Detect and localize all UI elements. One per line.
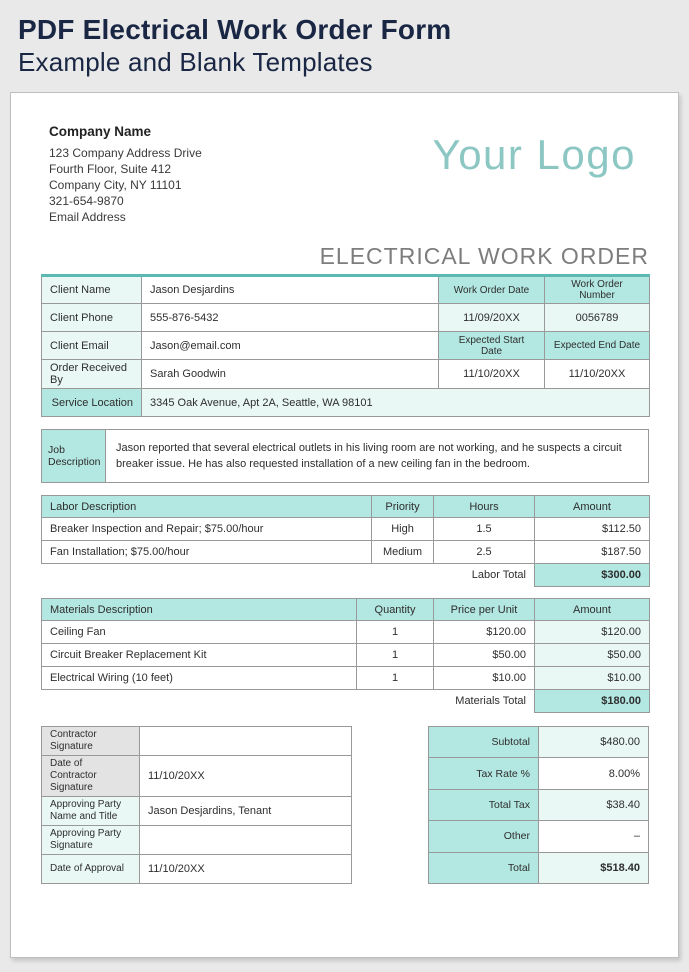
document-body xyxy=(41,243,649,884)
material-amount: $10.00 xyxy=(535,667,650,690)
other-value: – xyxy=(539,821,649,852)
material-price: $10.00 xyxy=(434,667,535,690)
company-address-line3: Company City, NY 11101 xyxy=(49,178,182,192)
client-email-label: Client Email xyxy=(42,332,142,360)
materials-amount-header: Amount xyxy=(535,599,650,621)
table-row xyxy=(42,756,352,797)
materials-quantity-header: Quantity xyxy=(357,599,434,621)
materials-price-header: Price per Unit xyxy=(434,599,535,621)
table-row xyxy=(429,727,649,758)
labor-description: Fan Installation; $75.00/hour xyxy=(42,541,372,564)
client-name-value: Jason Desjardins xyxy=(142,276,439,304)
labor-hours: 1.5 xyxy=(434,518,535,541)
date-of-contractor-signature-label: Date of Contractor Signature xyxy=(42,756,140,797)
date-of-approval-label: Date of Approval xyxy=(42,855,140,884)
table-row xyxy=(42,360,650,389)
total-tax-label: Total Tax xyxy=(429,789,539,820)
expected-start-date-value: 11/10/20XX xyxy=(439,360,545,389)
labor-header-row xyxy=(42,496,650,518)
table-row xyxy=(429,758,649,789)
tax-rate-value: 8.00% xyxy=(539,758,649,789)
material-quantity: 1 xyxy=(357,667,434,690)
labor-table xyxy=(41,495,650,587)
client-email-value: Jason@email.com xyxy=(142,332,439,360)
table-row xyxy=(42,797,352,826)
page-title: PDF Electrical Work Order Form xyxy=(18,14,452,45)
page-subtitle: Example and Blank Templates xyxy=(18,47,373,77)
labor-description: Breaker Inspection and Repair; $75.00/hour xyxy=(42,518,372,541)
materials-table xyxy=(41,598,650,713)
order-received-by-label: Order Received By xyxy=(42,360,142,389)
labor-description-header: Labor Description xyxy=(42,496,372,518)
table-row xyxy=(42,667,650,690)
company-phone: 321-654-9870 xyxy=(49,194,124,208)
material-quantity: 1 xyxy=(357,644,434,667)
document-heading: ELECTRICAL WORK ORDER xyxy=(319,243,649,269)
date-of-contractor-signature-value: 11/10/20XX xyxy=(140,756,352,797)
approving-party-name-label: Approving Party Name and Title xyxy=(42,797,140,826)
material-amount: $50.00 xyxy=(535,644,650,667)
labor-amount-header: Amount xyxy=(535,496,650,518)
expected-start-date-label: Expected Start Date xyxy=(439,332,545,360)
client-phone-label: Client Phone xyxy=(42,304,142,332)
company-name: Company Name xyxy=(49,124,152,139)
signature-table xyxy=(41,726,352,884)
contractor-signature-field xyxy=(140,727,352,756)
company-address-line1: 123 Company Address Drive xyxy=(49,146,202,160)
other-label: Other xyxy=(429,821,539,852)
labor-priority-header: Priority xyxy=(372,496,434,518)
total-tax-value: $38.40 xyxy=(539,789,649,820)
labor-hours-header: Hours xyxy=(434,496,535,518)
table-row xyxy=(42,826,352,855)
labor-total-row xyxy=(42,564,650,587)
work-order-number-label: Work Order Number xyxy=(545,276,650,304)
materials-total-label: Materials Total xyxy=(455,695,526,708)
service-location-value: 3345 Oak Avenue, Apt 2A, Seattle, WA 98101 xyxy=(142,389,650,417)
material-amount: $120.00 xyxy=(535,621,650,644)
labor-hours: 2.5 xyxy=(434,541,535,564)
material-description: Ceiling Fan xyxy=(42,621,357,644)
grand-total-label: Total xyxy=(429,852,539,883)
expected-end-date-value: 11/10/20XX xyxy=(545,360,650,389)
service-location-label: Service Location xyxy=(42,389,142,417)
table-row xyxy=(42,644,650,667)
subtotal-label: Subtotal xyxy=(429,727,539,758)
labor-priority: High xyxy=(372,518,434,541)
expected-end-date-label: Expected End Date xyxy=(545,332,650,360)
work-order-document xyxy=(10,92,679,958)
labor-amount: $112.50 xyxy=(535,518,650,541)
approving-party-signature-label: Approving Party Signature xyxy=(42,826,140,855)
client-info-table xyxy=(41,274,650,417)
material-description: Electrical Wiring (10 feet) xyxy=(42,667,357,690)
page-header xyxy=(0,0,689,78)
grand-total-value: $518.40 xyxy=(539,852,649,883)
labor-total-label: Labor Total xyxy=(471,569,526,582)
table-row xyxy=(42,541,650,564)
material-price: $120.00 xyxy=(434,621,535,644)
client-phone-value: 555-876-5432 xyxy=(142,304,439,332)
table-row xyxy=(42,276,650,304)
table-row xyxy=(429,789,649,820)
date-of-approval-value: 11/10/20XX xyxy=(140,855,352,884)
table-row xyxy=(42,518,650,541)
material-description: Circuit Breaker Replacement Kit xyxy=(42,644,357,667)
company-block xyxy=(49,124,202,225)
material-quantity: 1 xyxy=(357,621,434,644)
client-name-label: Client Name xyxy=(42,276,142,304)
table-row xyxy=(429,852,649,883)
materials-description-header: Materials Description xyxy=(42,599,357,621)
materials-total-value: $180.00 xyxy=(535,690,650,713)
table-row xyxy=(42,855,352,884)
materials-header-row xyxy=(42,599,650,621)
company-logo-placeholder: Your Logo xyxy=(432,131,636,178)
labor-total-value: $300.00 xyxy=(535,564,650,587)
job-description-section xyxy=(41,429,649,483)
approving-party-name-value: Jason Desjardins, Tenant xyxy=(140,797,352,826)
table-row xyxy=(42,727,352,756)
material-price: $50.00 xyxy=(434,644,535,667)
table-row xyxy=(429,821,649,852)
company-email: Email Address xyxy=(49,210,126,224)
order-received-by-value: Sarah Goodwin xyxy=(142,360,439,389)
job-description-label: Job Description xyxy=(41,429,106,483)
labor-amount: $187.50 xyxy=(535,541,650,564)
approving-party-signature-field xyxy=(140,826,352,855)
job-description-text: Jason reported that several electrical outlets in his living room are not working, and he suspects a circuit breaker issue. He has also requested installation of a new ceiling fan in the bedroom. xyxy=(106,429,649,483)
totals-table xyxy=(428,726,649,884)
subtotal-value: $480.00 xyxy=(539,727,649,758)
work-order-number-value: 0056789 xyxy=(545,304,650,332)
tax-rate-label: Tax Rate % xyxy=(429,758,539,789)
materials-total-row xyxy=(42,690,650,713)
signatures-and-totals-section xyxy=(41,726,649,884)
work-order-date-value: 11/09/20XX xyxy=(439,304,545,332)
table-row xyxy=(42,332,650,360)
contractor-signature-label: Contractor Signature xyxy=(42,727,140,756)
table-row xyxy=(42,389,650,417)
work-order-date-label: Work Order Date xyxy=(439,276,545,304)
table-row xyxy=(42,304,650,332)
labor-priority: Medium xyxy=(372,541,434,564)
table-row xyxy=(42,621,650,644)
company-address-line2: Fourth Floor, Suite 412 xyxy=(49,162,172,176)
